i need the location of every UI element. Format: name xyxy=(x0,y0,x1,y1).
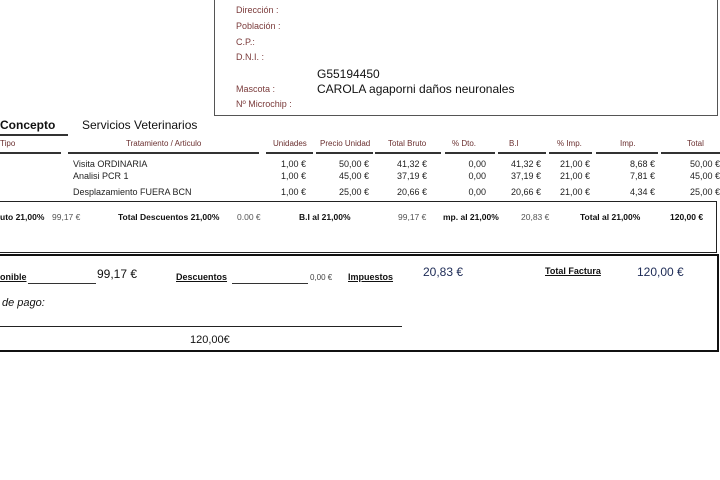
pago-rule xyxy=(0,326,402,327)
header-tipo: Tipo xyxy=(0,139,16,148)
descuentos-value: 0,00 € xyxy=(310,273,333,282)
base-imponible-rule xyxy=(28,283,96,284)
header-dto: % Dto. xyxy=(452,139,477,148)
cell-bruto: 20,66 € xyxy=(396,187,427,197)
summary-bi-value: 99,17 € xyxy=(398,212,427,222)
header-rule xyxy=(445,152,495,154)
summary-total-label: Total al 21,00% xyxy=(580,212,641,222)
impuestos-value: 20,83 € xyxy=(423,265,464,279)
poblacion-label: Población : xyxy=(236,21,281,31)
cell-pimp: 21,00 € xyxy=(559,159,590,169)
pago-amount: 120,00€ xyxy=(190,334,230,346)
header-imp: Imp. xyxy=(620,139,636,148)
cell-pimp: 21,00 € xyxy=(559,171,590,181)
concept-value: Servicios Veterinarios xyxy=(82,118,198,132)
concept-underline xyxy=(0,134,68,136)
cell-precio: 45,00 € xyxy=(338,171,369,181)
cell-total: 25,00 € xyxy=(689,187,720,197)
summary-total-value: 120,00 € xyxy=(670,212,704,222)
cell-precio: 50,00 € xyxy=(338,159,369,169)
header-rule xyxy=(375,152,441,154)
cell-bi: 41,32 € xyxy=(510,159,541,169)
cell-articulo: Analisi PCR 1 xyxy=(73,171,129,181)
summary-descuentos-label: Total Descuentos 21,00% xyxy=(118,212,220,222)
base-imponible-value: 99,17 € xyxy=(97,267,138,281)
summary-imp-value: 20,83 € xyxy=(521,212,550,222)
cell-imp: 7,81 € xyxy=(629,171,655,181)
microchip-label: Nº Microchip : xyxy=(236,99,292,109)
summary-bi-label: B.I al 21,00% xyxy=(299,212,351,222)
cell-dto: 0,00 xyxy=(468,171,486,181)
dni-value: G55194450 xyxy=(317,67,380,81)
cell-articulo: Desplazamiento FUERA BCN xyxy=(73,187,192,197)
summary-imp-label: mp. al 21,00% xyxy=(443,212,499,222)
base-imponible-label: onible xyxy=(0,272,27,282)
cell-dto: 0,00 xyxy=(468,159,486,169)
cell-bruto: 37,19 € xyxy=(396,171,427,181)
header-unidades: Unidades xyxy=(273,139,307,148)
descuentos-label: Descuentos xyxy=(176,272,228,282)
cell-pimp: 21,00 € xyxy=(559,187,590,197)
header-rule xyxy=(661,152,720,154)
cell-unidades: 1,00 € xyxy=(280,159,306,169)
cell-unidades: 1,00 € xyxy=(280,171,306,181)
cell-imp: 8,68 € xyxy=(629,159,655,169)
header-bi: B.I xyxy=(509,139,519,148)
mascota-value: CAROLA agaporni daños neuronales xyxy=(317,82,515,96)
total-factura-value: 120,00 € xyxy=(637,265,684,279)
summary-descuentos-value: 0.00 € xyxy=(237,212,261,222)
cell-bi: 37,19 € xyxy=(510,171,541,181)
header-total: Total xyxy=(687,139,704,148)
cell-articulo: Visita ORDINARIA xyxy=(73,159,148,169)
header-rule xyxy=(266,152,313,154)
cell-dto: 0,00 xyxy=(468,187,486,197)
cell-total: 50,00 € xyxy=(689,159,720,169)
cell-bruto: 41,32 € xyxy=(396,159,427,169)
mascota-label: Mascota : xyxy=(236,84,276,94)
summary-box xyxy=(0,201,717,253)
header-articulo: Tratamiento / Articulo xyxy=(126,139,202,148)
summary-bruto-label: uto 21,00% xyxy=(0,212,45,222)
cell-imp: 4,34 € xyxy=(629,187,655,197)
header-rule xyxy=(316,152,373,154)
cell-unidades: 1,00 € xyxy=(280,187,306,197)
direccion-label: Dirección : xyxy=(236,5,279,15)
header-rule xyxy=(549,152,592,154)
impuestos-label: Impuestos xyxy=(348,272,394,282)
header-rule xyxy=(498,152,546,154)
cell-precio: 25,00 € xyxy=(338,187,369,197)
header-rule xyxy=(68,152,259,154)
cp-label: C.P.: xyxy=(236,37,255,47)
header-rule xyxy=(596,152,658,154)
summary-bruto-value: 99,17 € xyxy=(52,212,81,222)
descuentos-rule xyxy=(232,283,308,284)
forma-pago-label: de pago: xyxy=(2,297,45,309)
total-factura-label: Total Factura xyxy=(545,266,601,276)
dni-label: D.N.I. : xyxy=(236,52,265,62)
cell-bi: 20,66 € xyxy=(510,187,541,197)
header-rule xyxy=(0,152,61,154)
concept-label: Concepto xyxy=(0,118,56,132)
cell-total: 45,00 € xyxy=(689,171,720,181)
header-bruto: Total Bruto xyxy=(388,139,427,148)
header-pimp: % Imp. xyxy=(557,139,582,148)
header-precio: Precio Unidad xyxy=(320,139,371,148)
